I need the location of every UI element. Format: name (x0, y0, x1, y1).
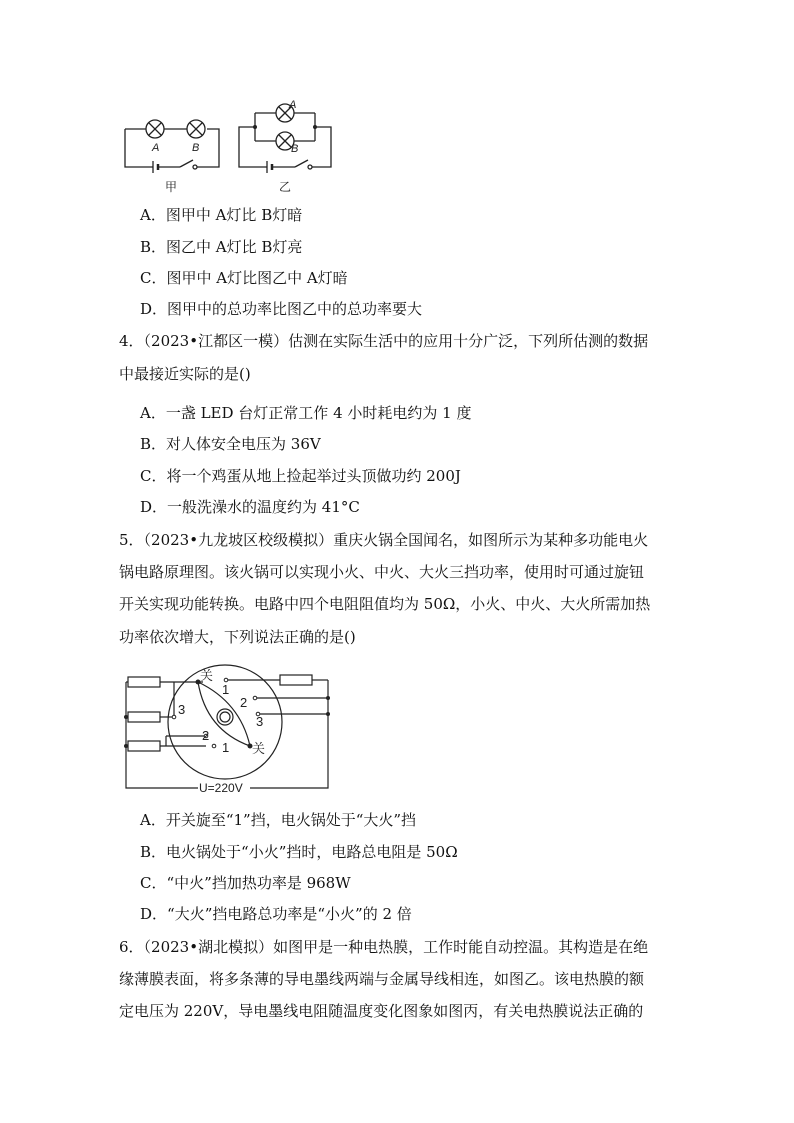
caption-jia: 甲 (165, 180, 178, 194)
circuit-figure-jia-yi (115, 95, 345, 200)
q3-option-c: C．图甲中 A灯比图乙中 A灯暗 (140, 269, 348, 287)
contact-2-left: 2 (202, 728, 210, 743)
lamp-a-label-yi: A (289, 99, 297, 111)
q5-stem-line4: 功率依次增大，下列说法正确的是() (119, 628, 356, 646)
lamp-a-label-jia: A (152, 142, 160, 154)
contact-3-right: 3 (256, 714, 264, 729)
contact-2-right: 2 (240, 695, 248, 710)
switch-label-off-bottom: 关 (252, 741, 266, 756)
contact-1-bottom: 1 (222, 740, 230, 755)
contact-1-top: 1 (222, 682, 230, 697)
contact-3-left: 3 (178, 702, 186, 717)
circuit-yi (239, 104, 331, 173)
q6-stem-line2: 缘薄膜表面，将多条薄的导电墨线两端与金属导线相连，如图乙。该电热膜的额 (119, 970, 645, 988)
q6-stem-line1: 6．（2023•湖北模拟）如图甲是一种电热膜，工作时能自动控温。其构造是在绝 (119, 938, 649, 956)
q4-option-a: A．一盏 LED 台灯正常工作 4 小时耗电约为 1 度 (140, 404, 472, 422)
q5-stem-line2: 锅电路原理图。该火锅可以实现小火、中火、大火三挡功率，使用时可通过旋钮 (119, 563, 645, 581)
switch-label-off-top: 关 (200, 668, 214, 683)
q5-option-d: D．“大火”挡电路总功率是“小火”的 2 倍 (140, 905, 412, 923)
lamp-b-label-yi: B (291, 143, 299, 155)
caption-yi: 乙 (279, 180, 292, 194)
hotpot-circuit-figure (118, 660, 343, 800)
q3-option-d: D．图甲中的总功率比图乙中的总功率要大 (140, 300, 423, 318)
q5-stem-line3: 开关实现功能转换。电路中四个电阻阻值均为 50Ω，小火、中火、大火所需加热 (119, 595, 651, 613)
q4-stem-line1: 4．（2023•江都区一模）估测在实际生活中的应用十分广泛，下列所估测的数据 (119, 332, 649, 350)
q4-option-b: B．对人体安全电压为 36V (140, 435, 321, 453)
voltage-label: U=220V (199, 781, 243, 795)
q5-stem-line1: 5．（2023•九龙坡区校级模拟）重庆火锅全国闻名，如图所示为某种多功能电火 (119, 531, 649, 549)
circuit-jia (125, 120, 219, 173)
q4-option-d: D．一般洗澡水的温度约为 41°C (140, 498, 360, 516)
q3-option-a: A．图甲中 A灯比 B灯暗 (140, 206, 303, 224)
q4-option-c: C．将一个鸡蛋从地上捡起举过头顶做功约 200J (140, 467, 461, 485)
q5-option-a: A．开关旋至“1”挡，电火锅处于“大火”挡 (140, 811, 417, 829)
q4-stem-line2: 中最接近实际的是() (119, 365, 251, 383)
q3-option-b: B．图乙中 A灯比 B灯亮 (140, 238, 303, 256)
q6-stem-line3: 定电压为 220V，导电墨线电阻随温度变化图象如图丙，有关电热膜说法正确的 (119, 1002, 644, 1020)
q5-option-c: C．“中火”挡加热功率是 968W (140, 874, 351, 892)
q5-option-b: B．电火锅处于“小火”挡时，电路总电阻是 50Ω (140, 843, 458, 861)
lamp-b-label-jia: B (192, 142, 200, 154)
